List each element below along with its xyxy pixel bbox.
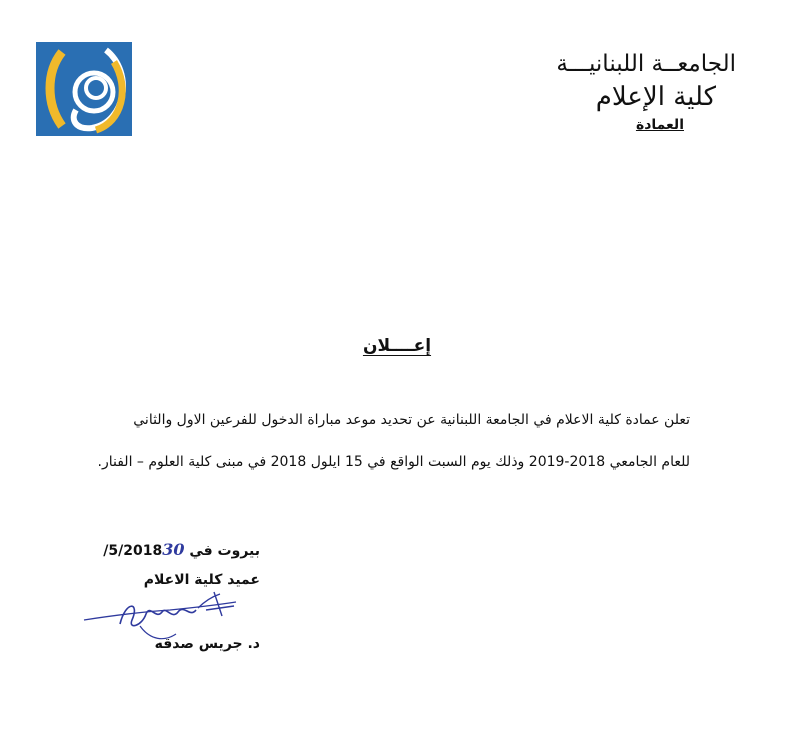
notice-body-line-1: تعلن عمادة كلية الاعلام في الجامعة اللبنانية عن تحديد موعد مباراة الدخول للفرعين الاول والثاني (133, 412, 690, 428)
notice-body-line-2: للعام الجامعي 2018-2019 وذلك يوم السبت الواقع في 15 ايلول 2018 في مبنى كلية العلوم – الفنار. (97, 454, 690, 470)
handwritten-day: 30 (162, 540, 185, 559)
dean-name: د. جريس صدقه (154, 636, 260, 652)
letterhead (476, 48, 736, 136)
notice-title: إعــــلان (362, 336, 432, 356)
date-line (103, 540, 260, 559)
university-logo (36, 42, 132, 136)
university-name: الجامعــة اللبنانيـــة (556, 51, 736, 77)
office-name: العمادة (635, 117, 684, 133)
month-year: /5/2018 (103, 543, 163, 559)
place-prefix: بيروت في (189, 543, 260, 559)
faculty-name: كلية الإعلام (595, 82, 716, 112)
dean-title: عميد كلية الاعلام (143, 572, 260, 588)
